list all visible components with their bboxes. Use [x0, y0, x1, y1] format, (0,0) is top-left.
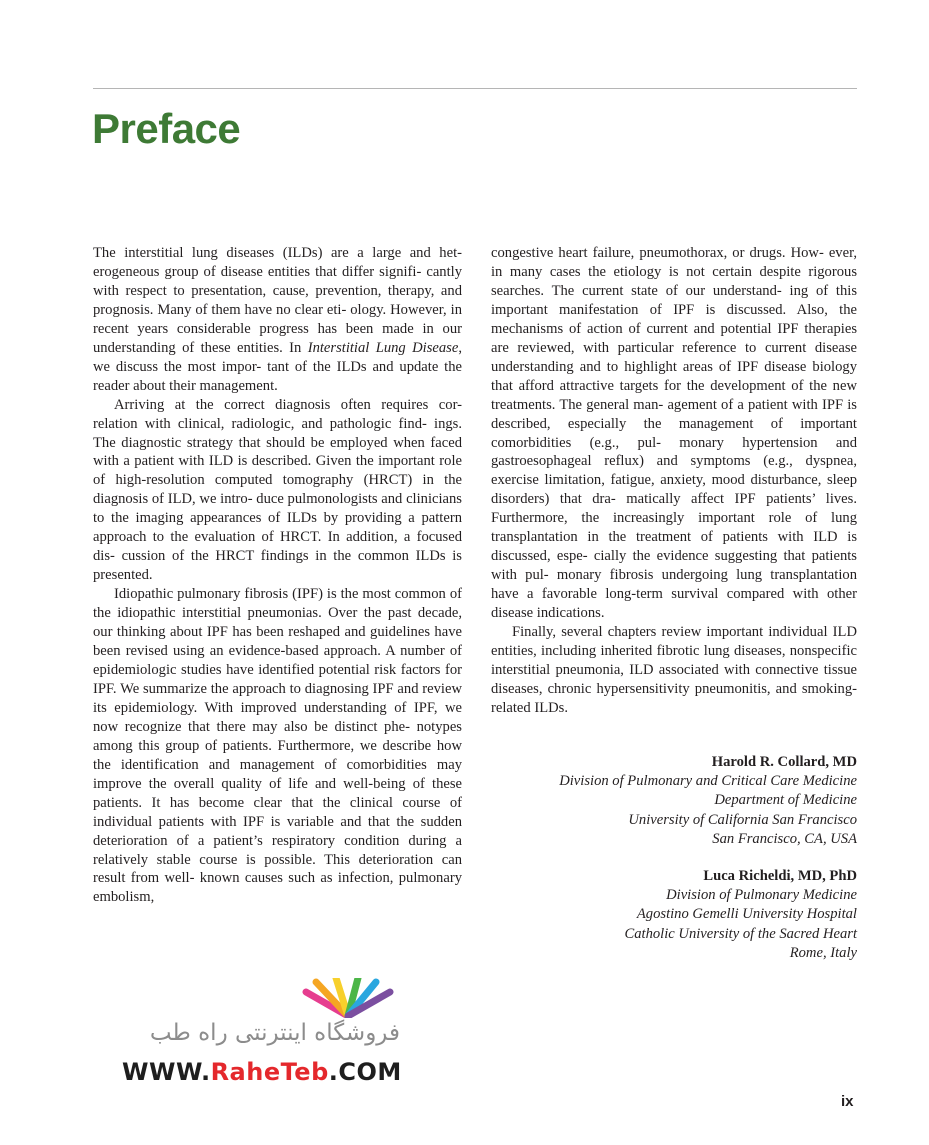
paragraph-intro-text-b: , we discuss the most impor- tant of the ILDs and update the reader about their management. — [93, 339, 462, 394]
watermark-logo — [118, 978, 400, 1090]
author-name: Harold R. Collard, MD — [711, 754, 857, 770]
book-fan-icon — [300, 978, 396, 1018]
left-column — [93, 244, 462, 907]
book-title: Interstitial Lung Disease — [307, 339, 459, 356]
right-column — [491, 244, 857, 718]
affiliation-line: San Francisco, CA, USA — [712, 830, 857, 847]
author-name: Luca Richeldi, MD, PhD — [703, 868, 857, 884]
watermark-url-brand: RaheTeb — [210, 1058, 329, 1086]
affiliation-line: Rome, Italy — [789, 944, 857, 961]
affiliation-line: Division of Pulmonary Medicine — [666, 887, 857, 904]
watermark-url-suffix: .COM — [328, 1058, 402, 1086]
watermark-persian-text: فروشگاه اینترنتی راه طب — [149, 1020, 400, 1046]
watermark-url — [122, 1058, 402, 1086]
signature-block-collard — [559, 753, 857, 849]
paragraph-intro-text-a: The interstitial lung diseases (ILDs) are a large and het- erogeneous group of disease entities that differ signifi- cantly with respect to presentation, cause, prevention, therapy, and prognosis. Many of them have no clear eti- ology. However, in recent years considerable progress has been made in our understanding of these entities. In — [93, 245, 462, 356]
header-rule — [93, 88, 857, 89]
paragraph-ipf-continued: congestive heart failure, pneumothorax, or drugs. How- ever, in many cases the etiology is not certain despite rigorous searches. The current state of our understand- ing of this important manifestation of IPF is discussed. Also, the mechanisms of action of current and potential IPF therapies are reviewed, with particular reference to current disease understanding and to highlight areas of IPF disease biology that afford attractive targets for the development of the new treatments. The general man- agement of a patient with IPF is described, especially the management of important comorbidities (e.g., pul- monary hypertension and gastroesophageal reflux) and symptoms (e.g., dyspnea, exercise limitation, fatigue, anxiety, mood disturbance, sleep disorders) that dra- matically affect IPF patients’ lives. Furthermore, the increasingly important role of lung transplantation in the treatment of patients with ILD is discussed, espe- cially the evidence suggesting that patients with pul- monary fibrosis undergoing lung transplantation have a favorable long-term survival compared with other disease indications. — [491, 245, 857, 622]
signature-block-richeldi — [624, 867, 857, 963]
paragraph-ipf: Idiopathic pulmonary fibrosis (IPF) is the most common of the idiopathic interstitial pneumonias. Over the past decade, our thinking about IPF has been reshaped and guidelines have been revised using an evidence-based approach. A number of epidemiologic studies have identified potential risk factors for IPF. We summarize the approach to diagnosing IPF and review its epidemiology. With improved understanding of IPF, we now recognize that there may also be distinct phe- notypes among this group of patients. Furthermore, we describe how the identification and management of comorbidities may improve the overall quality of life and well-being of these patients. It has become clear that the clinical course of individual patients with IPF is variable and that the sudden deterioration of a patient’s respiratory condition during a relatively stable course is possible. This deterioration can result from well- known causes such as infection, pulmonary embolism, — [93, 586, 462, 906]
affiliation-line: Catholic University of the Sacred Heart — [624, 925, 857, 942]
page-title: Preface — [92, 105, 241, 152]
affiliation-line: University of California San Francisco — [628, 811, 857, 828]
page-number: ix — [841, 1093, 854, 1110]
affiliation-line: Department of Medicine — [714, 792, 857, 809]
paragraph-chapters: Finally, several chapters review important individual ILD entities, including inherited fibrotic lung diseases, nonspecific interstitial pneumonia, ILD associated with connective tissue diseases, chronic hypersensitivity pneumonitis, and smoking-related ILDs. — [491, 624, 857, 716]
affiliation-line: Division of Pulmonary and Critical Care Medicine — [559, 773, 857, 790]
watermark-url-prefix: WWW. — [122, 1058, 211, 1086]
paragraph-diagnosis: Arriving at the correct diagnosis often requires cor- relation with clinical, radiologic, and pathologic find- ings. The diagnostic strategy that should be employed when faced with a patient with ILD is described. Given the important role of high-resolution computed tomography (HRCT) in the diagnosis of ILD, we intro- duce pulmonologists and clinicians to the imaging appearances of ILDs by providing a pattern approach to the evaluation of HRCT. In addition, a focused dis- cussion of the HRCT findings in the common ILDs is presented. — [93, 396, 462, 584]
affiliation-line: Agostino Gemelli University Hospital — [636, 906, 857, 923]
paragraph-intro — [93, 244, 462, 396]
